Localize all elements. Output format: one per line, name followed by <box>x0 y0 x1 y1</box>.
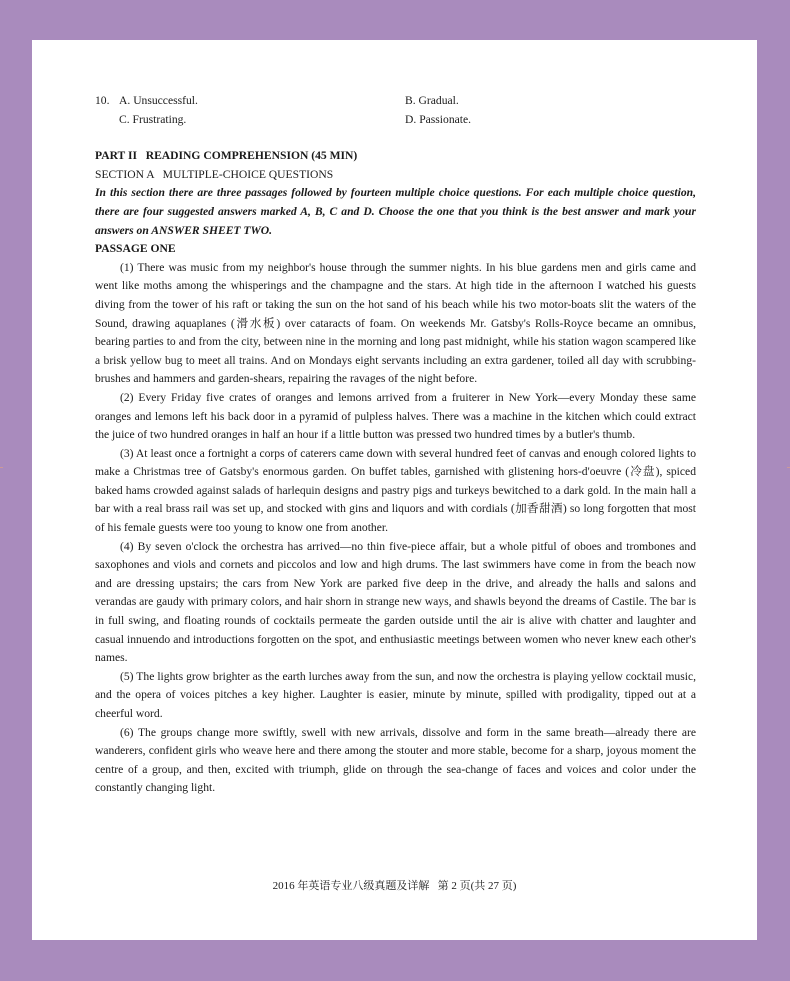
page-footer: 2016 年英语专业八级真题及详解 第 2 页(共 27 页) <box>272 880 517 892</box>
question-10 <box>95 92 696 129</box>
option-a-label: A. <box>119 94 131 107</box>
paragraph-3: (3) At least once a fortnight a corps of caterers came down with several hundred feet of canvas and enough colored lights to make a Christmas tree of Gatsby's enormous garden. On buffet tables, garnished with glistening hors-d'oeuvre (冷盘), spiced baked hams crowded against salads of harlequin designs and pastry pigs and turkeys bewitched to a dark gold. In the main hall a bar with a real brass rail was set up, and stocked with gins and liquors and with cordials (加香甜酒) so long forgotten that most of his female guests were too young to know one from another. <box>95 446 696 535</box>
option-b-text: Gradual. <box>418 94 459 107</box>
option-d-text: Passionate. <box>419 112 472 126</box>
question-number: 10. <box>95 94 110 107</box>
instructions: In this section there are three passages followed by fourteen multiple choice questions. For each multiple choice question, there are four suggested answers marked A, B, C and D. Choose the one that you think is the best answer and mark your answers on ANSWER SHEET TWO. <box>95 186 696 237</box>
paragraph-2: (2) Every Friday five crates of oranges and lemons arrived from a fruiterer in New York—every Monday these same oranges and lemons left his back door in a pyramid of pulpless halves. There was a machine in the kitchen which could extract the juice of two hundred oranges in half an hour if a little button was pressed two hundred times by a butler's thumb. <box>95 390 696 442</box>
option-d-label: D. <box>405 112 417 126</box>
question-row-1 <box>95 92 696 111</box>
part-title: PART II READING COMPREHENSION (45 MIN) <box>95 149 358 163</box>
section-title: SECTION A MULTIPLE-CHOICE QUESTIONS <box>95 167 334 181</box>
passage-title: PASSAGE ONE <box>95 242 176 256</box>
crop-mark-left <box>0 467 3 468</box>
option-a-text: Unsuccessful. <box>133 94 198 107</box>
option-c-label: C. <box>119 112 130 126</box>
paragraph-6: (6) The groups change more swiftly, swell with new arrivals, dissolve and form in the same breath—already there are wanderers, confident girls who weave here and there among the stouter and more stable, become for a sharp, joyous moment the centre of a group, and then, excited with triumph, glide on through the sea-change of faces and voices and color under the constantly changing light. <box>95 725 696 795</box>
document-page <box>32 40 757 940</box>
paragraph-1: (1) There was music from my neighbor's house through the summer nights. In his blue gardens men and girls came and went like moths among the whisperings and the champagne and the stars. At high tide in the afternoon I watched his guests diving from the tower of his raft or taking the sun on the hot sand of his beach while his two motor-boats slit the waters of the Sound, drawing aquaplanes (滑水板) over cataracts of foam. On weekends Mr. Gatsby's Rolls-Royce became an omnibus, bearing parties to and from the city, between nine in the morning and long past midnight, while his station wagon scampered like a brisk yellow bug to meet all trains. And on Mondays eight servants including an extra gardener, toiled all day with scrubbing-brushes and hammers and garden-shears, repairing the ravages of the night before. <box>95 260 696 386</box>
option-b <box>405 92 696 111</box>
option-c <box>119 111 405 130</box>
paragraph-5: (5) The lights grow brighter as the earth lurches away from the sun, and now the orchestra is playing yellow cocktail music, and the opera of voices pitches a key higher. Laughter is easier, minute by minute, spilled with prodigality, tipped out at a cheerful word. <box>95 669 696 720</box>
page-content <box>95 92 696 798</box>
paragraph-4: (4) By seven o'clock the orchestra has arrived—no thin five-piece affair, but a whole pitful of oboes and trombones and saxophones and viols and cornets and piccolos and low and high drums. The last swimmers have come in from the beach now and are dressing upstairs; the cars from New York are parked five deep in the drive, and already the halls and salons and verandas are gaudy with primary colors, and hair shorn in strange new ways, and shawls beyond the dreams of Castile. The bar is in full swing, and floating rounds of cocktails permeate the garden outside until the air is alive with chatter and laughter and casual innuendo and introductions forgotten on the spot, and enthusiastic meetings between women who never knew each other's names. <box>95 539 696 665</box>
option-b-label: B. <box>405 94 416 107</box>
question-row-2 <box>95 111 696 130</box>
indent <box>95 111 119 130</box>
option-d <box>405 111 696 130</box>
option-c-text: Frustrating. <box>132 112 187 126</box>
option-a <box>119 92 405 111</box>
